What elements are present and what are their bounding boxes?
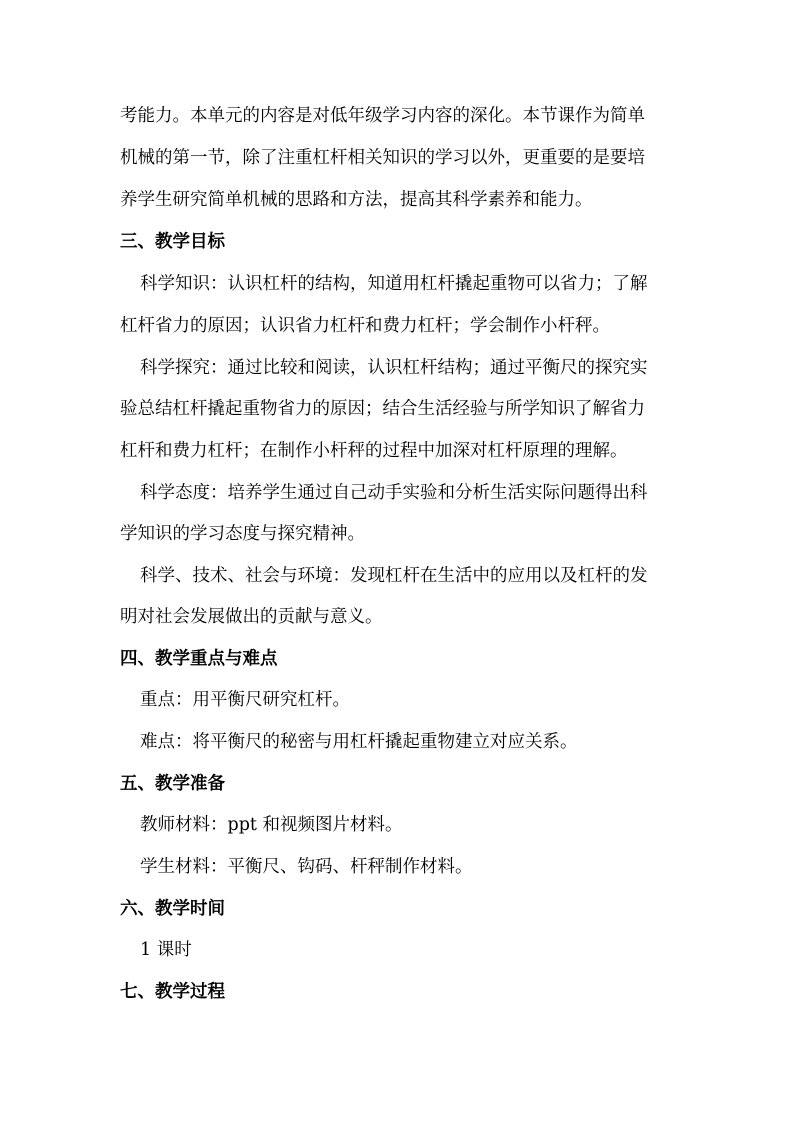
paragraph-line: 难点：将平衡尺的秘密与用杠杆撬起重物建立对应关系。	[140, 732, 578, 752]
paragraph-line: 明对社会发展做出的贡献与意义。	[120, 607, 383, 627]
section-heading-time: 六、教学时间	[120, 899, 225, 919]
paragraph-line: 科学、技术、社会与环境：发现杠杆在生活中的应用以及杠杆的发	[140, 566, 648, 586]
section-heading-key-points: 四、教学重点与难点	[120, 649, 278, 669]
paragraph-line: 重点：用平衡尺研究杠杆。	[140, 690, 350, 710]
intro-line: 考能力。本单元的内容是对低年级学习内容的深化。本节课作为简单	[120, 106, 645, 126]
paragraph-line: 科学知识：认识杠杆的结构，知道用杠杆撬起重物可以省力；了解	[140, 274, 648, 294]
section-heading-process: 七、教学过程	[120, 982, 225, 1002]
section-heading-preparation: 五、教学准备	[120, 774, 225, 794]
paragraph-line: 教师材料：ppt 和视频图片材料。	[140, 815, 403, 835]
paragraph-line: 杠杆省力的原因；认识省力杠杆和费力杠杆；学会制作小杆秤。	[120, 316, 610, 336]
paragraph-line: 杠杆和费力杠杆；在制作小杆秤的过程中加深对杠杆原理的理解。	[120, 441, 628, 461]
section-heading-objectives: 三、教学目标	[120, 232, 225, 252]
paragraph-line: 学知识的学习态度与探究精神。	[120, 524, 365, 544]
paragraph-line: 科学态度：培养学生通过自己动手实验和分析生活实际问题得出科	[140, 483, 648, 503]
intro-line: 养学生研究简单机械的思路和方法，提高其科学素养和能力。	[120, 190, 593, 210]
paragraph-line: 学生材料：平衡尺、钩码、杆秤制作材料。	[140, 857, 473, 877]
paragraph-line: 验总结杠杆撬起重物省力的原因；结合生活经验与所学知识了解省力	[120, 399, 645, 419]
intro-line: 机械的第一节，除了注重杠杆相关知识的学习以外，更重要的是要培	[120, 148, 645, 168]
paragraph-line: 科学探究：通过比较和阅读，认识杠杆结构；通过平衡尺的探究实	[140, 358, 648, 378]
paragraph-line: 1 课时	[140, 940, 192, 960]
